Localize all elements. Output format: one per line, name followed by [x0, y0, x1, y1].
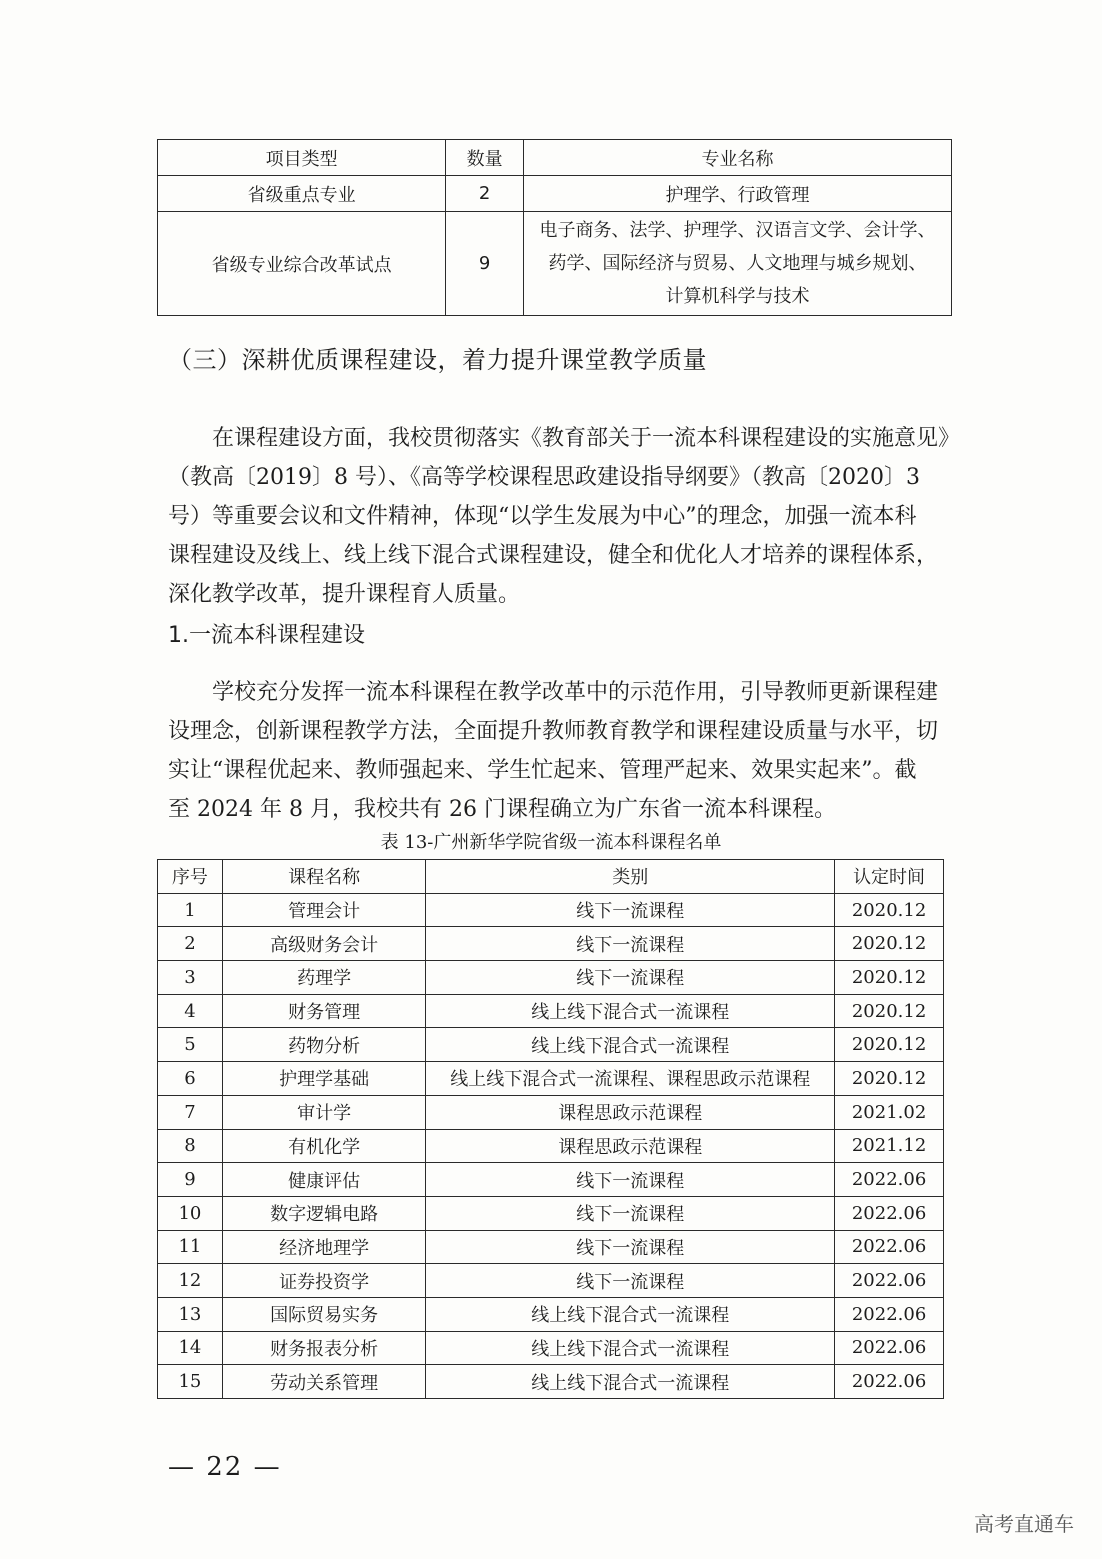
- header-cell: 认定时间: [835, 860, 944, 894]
- approval-date-cell: 2021.02: [835, 1095, 944, 1129]
- category-cell: 课程思政示范课程: [426, 1129, 835, 1163]
- header-cell: 专业名称: [524, 140, 952, 176]
- category-cell: 线上线下混合式一流课程: [426, 1365, 835, 1399]
- paragraph-line: 课程建设及线上、线上线下混合式课程建设，健全和优化人才培养的课程体系，: [168, 543, 939, 568]
- course-name-cell: 财务报表分析: [222, 1331, 426, 1365]
- approval-date-cell: 2020.12: [835, 1028, 944, 1062]
- category-cell: 线下一流课程: [426, 1264, 835, 1298]
- courses-table: [157, 859, 944, 1399]
- paragraph-line: 学校充分发挥一流本科课程在教学改革中的示范作用，引导教师更新课程建: [212, 680, 939, 705]
- courses-header-row: [158, 860, 944, 894]
- approval-date-cell: 2022.06: [835, 1297, 944, 1331]
- row-number-cell: 2: [158, 927, 223, 961]
- row-number-cell: 13: [158, 1297, 223, 1331]
- course-name-cell: 财务管理: [222, 994, 426, 1028]
- page-number: — 22 —: [168, 1452, 282, 1482]
- category-cell: 线下一流课程: [426, 1230, 835, 1264]
- major-names-line: 药学、国际经济与贸易、人文地理与城乡规划、: [548, 253, 927, 274]
- row-number-cell: 14: [158, 1331, 223, 1365]
- header-cell: 数量: [446, 140, 524, 176]
- count-cell: 9: [446, 212, 524, 316]
- paragraph-line: 在课程建设方面，我校贯彻落实《教育部关于一流本科课程建设的实施意见》: [212, 426, 961, 451]
- category-cell: 课程思政示范课程: [426, 1095, 835, 1129]
- course-name-cell: 药理学: [222, 961, 426, 995]
- row-number-cell: 8: [158, 1129, 223, 1163]
- category-cell: 线上线下混合式一流课程: [426, 1028, 835, 1062]
- project-type-cell: 省级重点专业: [158, 176, 446, 212]
- approval-date-cell: 2022.06: [835, 1196, 944, 1230]
- approval-date-cell: 2021.12: [835, 1129, 944, 1163]
- paragraph-line: 设理念，创新课程教学方法，全面提升教师教育教学和课程建设质量与水平，切: [168, 719, 939, 744]
- paragraph-first-class-courses: [168, 673, 943, 829]
- table-row: [158, 1264, 944, 1298]
- category-cell: 线下一流课程: [426, 961, 835, 995]
- course-name-cell: 数字逻辑电路: [222, 1196, 426, 1230]
- table-row: [158, 893, 944, 927]
- table-row: [158, 212, 952, 316]
- course-name-cell: 健康评估: [222, 1163, 426, 1197]
- course-name-cell: 药物分析: [222, 1028, 426, 1062]
- table-row: [158, 1297, 944, 1331]
- approval-date-cell: 2020.12: [835, 1062, 944, 1096]
- paragraph-course-construction: [168, 419, 961, 614]
- row-number-cell: 3: [158, 961, 223, 995]
- header-cell: 课程名称: [222, 860, 426, 894]
- header-cell: 序号: [158, 860, 223, 894]
- major-names-cell: [524, 212, 952, 316]
- table-row: [158, 1365, 944, 1399]
- approval-date-cell: 2020.12: [835, 927, 944, 961]
- header-cell: 类别: [426, 860, 835, 894]
- watermark-text: 高考直通车: [974, 1512, 1074, 1536]
- table-row: [158, 1062, 944, 1096]
- row-number-cell: 1: [158, 893, 223, 927]
- category-cell: 线上线下混合式一流课程: [426, 994, 835, 1028]
- row-number-cell: 10: [158, 1196, 223, 1230]
- approval-date-cell: 2020.12: [835, 893, 944, 927]
- category-cell: 线上线下混合式一流课程: [426, 1297, 835, 1331]
- category-cell: 线下一流课程: [426, 893, 835, 927]
- major-names-line: 计算机科学与技术: [665, 286, 810, 307]
- category-cell: 线下一流课程: [426, 927, 835, 961]
- majors-table: [157, 139, 952, 316]
- project-type-cell: 省级专业综合改革试点: [158, 212, 446, 316]
- table-row: [158, 927, 944, 961]
- table-row: [158, 1095, 944, 1129]
- category-cell: 线下一流课程: [426, 1196, 835, 1230]
- course-name-cell: 证券投资学: [222, 1264, 426, 1298]
- paragraph-line: 实让“课程优起来、教师强起来、学生忙起来、管理严起来、效果实起来”。截: [168, 758, 917, 783]
- section-heading: （三）深耕优质课程建设，着力提升课堂教学质量: [168, 346, 707, 374]
- row-number-cell: 6: [158, 1062, 223, 1096]
- table-row: [158, 1230, 944, 1264]
- approval-date-cell: 2020.12: [835, 961, 944, 995]
- course-name-cell: 管理会计: [222, 893, 426, 927]
- course-name-cell: 经济地理学: [222, 1230, 426, 1264]
- sub-heading: 1.一流本科课程建设: [168, 623, 365, 648]
- approval-date-cell: 2022.06: [835, 1230, 944, 1264]
- category-cell: 线下一流课程: [426, 1163, 835, 1197]
- approval-date-cell: 2022.06: [835, 1365, 944, 1399]
- table-row: [158, 1028, 944, 1062]
- approval-date-cell: 2022.06: [835, 1331, 944, 1365]
- paragraph-line: 号）等重要会议和文件精神，体现“以学生发展为中心”的理念，加强一流本科: [168, 504, 917, 529]
- course-name-cell: 有机化学: [222, 1129, 426, 1163]
- table-caption: 表 13-广州新华学院省级一流本科课程名单: [380, 832, 722, 853]
- table-row: [158, 961, 944, 995]
- row-number-cell: 9: [158, 1163, 223, 1197]
- paragraph-line: 至 2024 年 8 月，我校共有 26 门课程确立为广东省一流本科课程。: [168, 797, 836, 822]
- paragraph-line: 深化教学改革，提升课程育人质量。: [168, 582, 521, 607]
- table-row: [158, 1129, 944, 1163]
- table-row: [158, 176, 952, 212]
- major-names-cell: 护理学、行政管理: [524, 176, 952, 212]
- table-row: [158, 1331, 944, 1365]
- row-number-cell: 4: [158, 994, 223, 1028]
- paragraph-line: （教高〔2019〕8 号）、《高等学校课程思政建设指导纲要》（教高〔2020〕3: [168, 465, 920, 490]
- approval-date-cell: 2020.12: [835, 994, 944, 1028]
- major-names-line: 电子商务、法学、护理学、汉语言文学、会计学、: [539, 220, 936, 241]
- course-name-cell: 护理学基础: [222, 1062, 426, 1096]
- table-row: [158, 1196, 944, 1230]
- count-cell: 2: [446, 176, 524, 212]
- approval-date-cell: 2022.06: [835, 1163, 944, 1197]
- course-name-cell: 审计学: [222, 1095, 426, 1129]
- category-cell: 线上线下混合式一流课程、课程思政示范课程: [426, 1062, 835, 1096]
- course-name-cell: 高级财务会计: [222, 927, 426, 961]
- row-number-cell: 12: [158, 1264, 223, 1298]
- row-number-cell: 5: [158, 1028, 223, 1062]
- majors-header-row: [158, 140, 952, 176]
- course-name-cell: 国际贸易实务: [222, 1297, 426, 1331]
- row-number-cell: 7: [158, 1095, 223, 1129]
- course-name-cell: 劳动关系管理: [222, 1365, 426, 1399]
- table-row: [158, 994, 944, 1028]
- row-number-cell: 15: [158, 1365, 223, 1399]
- table-row: [158, 1163, 944, 1197]
- approval-date-cell: 2022.06: [835, 1264, 944, 1298]
- category-cell: 线上线下混合式一流课程: [426, 1331, 835, 1365]
- row-number-cell: 11: [158, 1230, 223, 1264]
- header-cell: 项目类型: [158, 140, 446, 176]
